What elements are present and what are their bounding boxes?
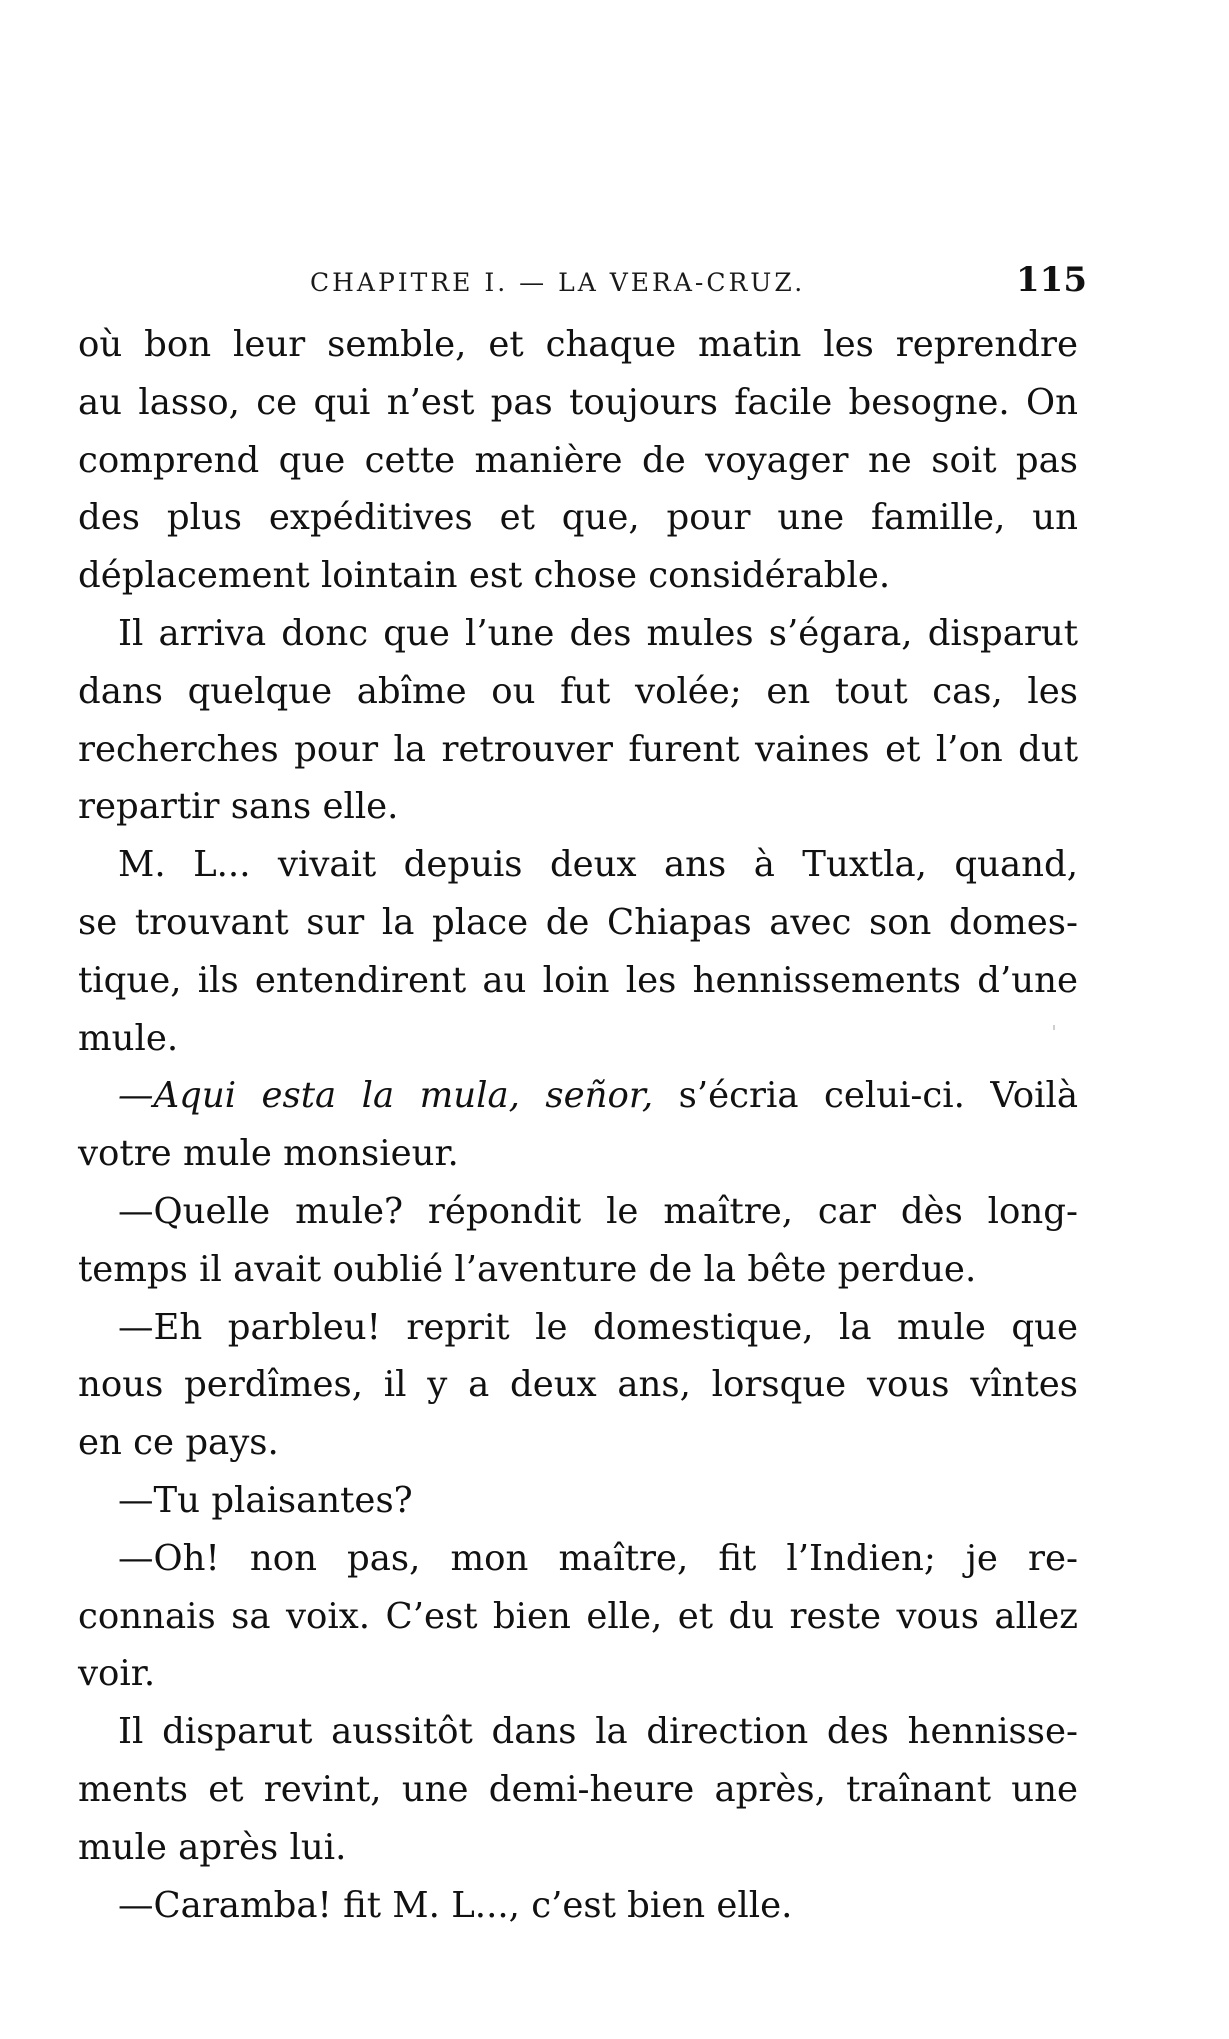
- text-line: mule après lui.: [78, 1826, 347, 1868]
- text-line: mule.: [78, 1017, 179, 1059]
- italic-phrase: —Aqui esta la mula, señor,: [118, 1075, 654, 1117]
- text-line: déplacement lointain est chose considérable.: [78, 555, 891, 597]
- running-head: [80, 260, 1087, 300]
- text-line: comprend que cette manière de voyager ne soit pas: [78, 439, 1078, 481]
- text-line: nous perdîmes, il y a deux ans, lorsque vous vîntes: [78, 1364, 1078, 1406]
- text-line-with-italic: [78, 1067, 1078, 1125]
- text-line: M. L... vivait depuis deux ans à Tuxtla, quand,: [118, 844, 1078, 886]
- text-line: recherches pour la retrouver furent vaines et l’on dut: [78, 728, 1078, 770]
- text-line: Il disparut aussitôt dans la direction des hennisse-: [118, 1711, 1078, 1753]
- text-line: dans quelque abîme ou fut volée; en tout cas, les: [78, 670, 1078, 712]
- text-line: —Caramba! fit M. L..., c’est bien elle.: [118, 1884, 793, 1926]
- text-line: repartir sans elle.: [78, 786, 399, 828]
- text-line: —Eh parbleu! reprit le domestique, la mule que: [118, 1306, 1078, 1348]
- text-line: connais sa voix. C’est bien elle, et du reste vous allez: [78, 1595, 1078, 1637]
- text-line: des plus expéditives et que, pour une famille, un: [78, 497, 1078, 539]
- text-line: ments et revint, une demi-heure après, traînant une: [78, 1768, 1078, 1810]
- running-title: CHAPITRE I. — LA VERA-CRUZ.: [310, 268, 806, 297]
- text-line: —Tu plaisantes?: [118, 1479, 413, 1521]
- page-number: 115: [1016, 260, 1087, 300]
- line-remainder: s’écria celui-ci. Voilà: [653, 1075, 1078, 1117]
- text-line: —Oh! non pas, mon maître, fit l’Indien; je re-: [118, 1537, 1078, 1579]
- text-line: tique, ils entendirent au loin les hennissements d’une: [78, 959, 1078, 1001]
- text-line: voir.: [78, 1653, 156, 1695]
- text-line: se trouvant sur la place de Chiapas avec son domes-: [78, 901, 1078, 943]
- text-line: en ce pays.: [78, 1422, 279, 1464]
- text-line: où bon leur semble, et chaque matin les reprendre: [78, 324, 1078, 365]
- paper-speck: [1053, 1025, 1055, 1030]
- text-line: au lasso, ce qui n’est pas toujours facile besogne. On: [78, 381, 1078, 423]
- body-text: [78, 316, 1078, 1934]
- text-line: temps il avait oublié l’aventure de la bête perdue.: [78, 1248, 977, 1290]
- text-line: votre mule monsieur.: [78, 1133, 459, 1175]
- text-line: Il arriva donc que l’une des mules s’égara, disparut: [118, 612, 1078, 654]
- text-line: —Quelle mule? répondit le maître, car dès long-: [118, 1190, 1078, 1232]
